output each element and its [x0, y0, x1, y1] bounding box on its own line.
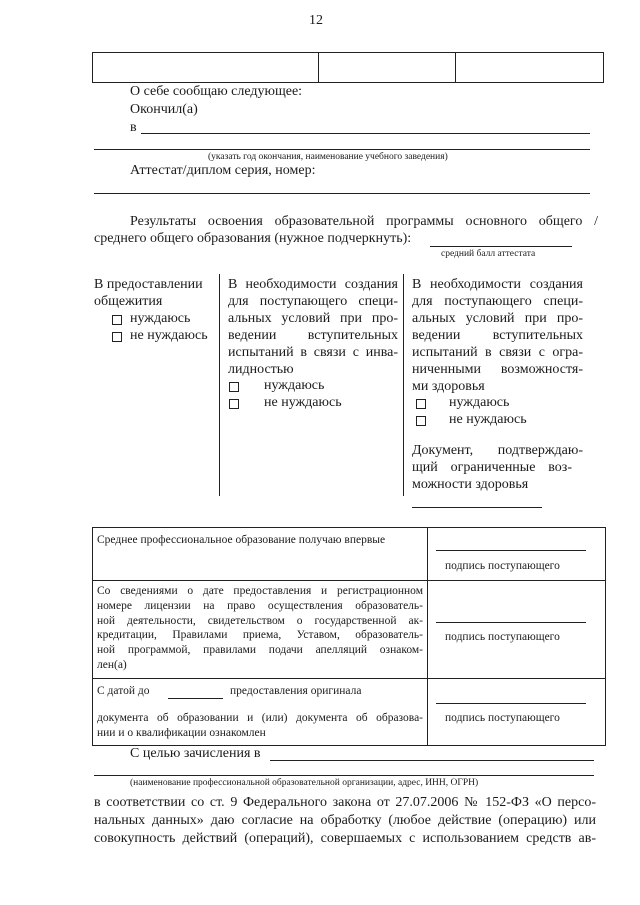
in-label: в [130, 120, 137, 135]
health-text-line: В необходимости создания [412, 277, 583, 292]
disability-need-checkbox[interactable] [229, 382, 239, 392]
disability-need-label: нуждаюсь [264, 378, 325, 393]
license-line: Со сведениями о дате предоставления и регистрационном [97, 585, 423, 597]
health-text-line: ведении вступительных [412, 328, 583, 343]
institution-input-line[interactable] [141, 133, 590, 134]
disability-text-line: лидностью [228, 362, 294, 377]
table-row-divider [93, 580, 605, 581]
table-divider [427, 528, 428, 745]
health-no-need-label: не нуждаюсь [449, 412, 527, 427]
disability-text-line: В необходимости создания [228, 277, 398, 292]
license-line: ной деятельности, свидетельством о государственной ак- [97, 614, 423, 627]
consent-text-line: в соответствии со ст. 9 Федерального закона от 27.07.2006 № 152-ФЗ «О персо- [94, 795, 596, 810]
license-line: кредитации, Правилами приема, Уставом, образователь- [97, 629, 423, 642]
signature-line-3[interactable] [436, 703, 586, 704]
health-doc-input-line[interactable] [412, 507, 542, 508]
disability-text-line: испытаний в связи с инва- [228, 345, 398, 360]
consent-text-line: совокупность действий (операций), совершаемых с использованием средств ав- [94, 831, 596, 846]
original-line: нии и о квалификации ознакомлен [97, 726, 266, 739]
dormitory-no-need-label: не нуждаюсь [130, 328, 208, 343]
organization-input-line-2[interactable] [94, 775, 594, 776]
organization-hint: (наименование профессиональной образовательной организации, адрес, ИНН, ОГРН) [130, 778, 479, 788]
health-doc-line: щий ограниченные воз- [412, 460, 572, 475]
license-line: ной программой, правилами подачи апелляций ознаком- [97, 644, 423, 657]
consent-text-line: нальных данных» даю согласие на обработку (любое действие (операцию) или [94, 813, 596, 828]
results-text-line: среднего общего образования (нужное подчеркнуть): [94, 231, 412, 246]
column-divider [219, 274, 220, 496]
disability-text-line: альных условий при про- [228, 311, 398, 326]
purpose-label: С целью зачисления в [130, 746, 261, 761]
license-line: номере лицензии на право осуществления образователь- [97, 599, 423, 612]
dormitory-need-label: нуждаюсь [130, 311, 191, 326]
gpa-input-line[interactable] [430, 246, 572, 247]
health-text-line: испытаний в связи с огра- [412, 345, 583, 360]
signature-caption-1: подпись поступающего [445, 560, 560, 572]
institution-input-line-2[interactable] [94, 149, 590, 150]
disability-no-need-label: не нуждаюсь [264, 395, 342, 410]
health-need-label: нуждаюсь [449, 395, 510, 410]
original-date-label: С датой до [97, 685, 150, 697]
table-row-divider [93, 678, 605, 679]
column-divider [403, 274, 404, 496]
disability-text-line: ведении вступительных [228, 328, 398, 343]
signature-caption-2: подпись поступающего [445, 631, 560, 643]
health-text-line: ми здоровья [412, 379, 485, 394]
results-text-line: Результаты освоения образовательной программы основного общего / [130, 214, 598, 229]
about-label: О себе сообщаю следующее: [130, 84, 303, 99]
original-date-input-line[interactable] [168, 698, 223, 699]
health-need-checkbox[interactable] [416, 399, 426, 409]
dormitory-no-need-checkbox[interactable] [112, 332, 122, 342]
graduation-hint: (указать год окончания, наименование учебного заведения) [208, 152, 448, 162]
health-doc-line: Документ, подтверждаю- [412, 443, 583, 458]
original-provide-label: предоставления оригинала [230, 685, 362, 697]
table-divider [455, 53, 456, 82]
dormitory-need-checkbox[interactable] [112, 315, 122, 325]
signature-line-2[interactable] [436, 622, 586, 623]
gpa-hint: средний балл аттестата [441, 249, 536, 259]
health-text-line: альных условий при про- [412, 311, 583, 326]
original-statement [97, 711, 423, 741]
page-number: 12 [309, 13, 323, 28]
table-divider [318, 53, 319, 82]
health-text-line: для поступающего специ- [412, 294, 583, 309]
signature-line-1[interactable] [436, 550, 586, 551]
dormitory-label: В предоставлении [94, 277, 203, 292]
disability-text-line: для поступающего специ- [228, 294, 398, 309]
license-statement [97, 584, 423, 673]
license-line: лен(а) [97, 658, 127, 671]
health-text-line: ниченными возможностя- [412, 362, 583, 377]
organization-input-line[interactable] [270, 760, 594, 761]
first-time-statement: Среднее профессиональное образование получаю впервые [97, 534, 386, 546]
signature-caption-3: подпись поступающего [445, 712, 560, 724]
health-no-need-checkbox[interactable] [416, 416, 426, 426]
health-doc-line: можности здоровья [412, 477, 529, 492]
certificate-input-line[interactable] [94, 193, 590, 194]
dormitory-label: общежития [94, 294, 163, 309]
disability-no-need-checkbox[interactable] [229, 399, 239, 409]
original-line: документа об образовании и (или) документа об образова- [97, 712, 423, 724]
certificate-label: Аттестат/диплом серия, номер: [130, 163, 316, 178]
top-table-row [92, 52, 604, 83]
graduated-label: Окончил(а) [130, 102, 198, 117]
